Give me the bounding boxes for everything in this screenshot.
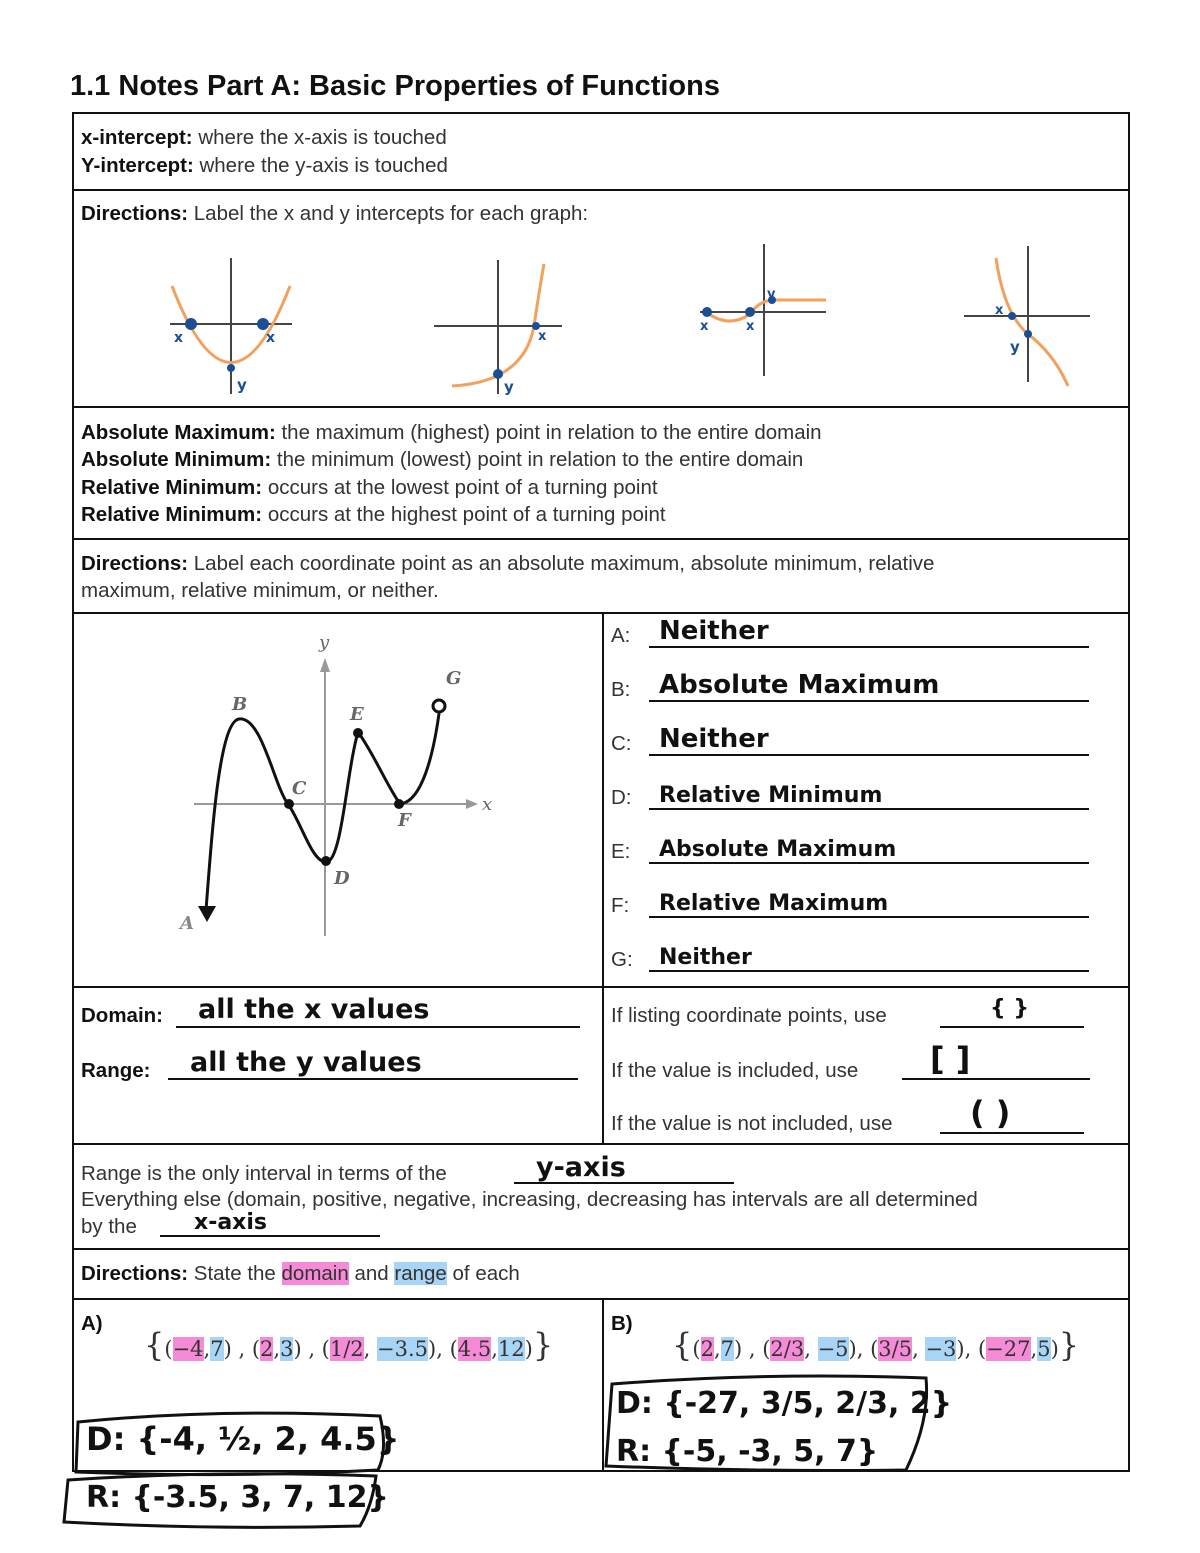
answer-g: G: Neither — [609, 934, 1129, 974]
point-label-c: C — [292, 778, 307, 799]
intercept-graph-3 — [700, 244, 826, 376]
intercept-graphs — [74, 234, 1128, 404]
row-divider — [74, 538, 1128, 540]
domain-answer: all the x values — [198, 994, 430, 1025]
intercept-label-y: y — [1010, 338, 1020, 356]
notation-not-included: If the value is not included, use — [611, 1112, 893, 1135]
answer-b-value: Absolute Maximum — [659, 670, 940, 700]
row-divider — [74, 1143, 1128, 1145]
point-label-a: A — [180, 913, 194, 934]
directions-extrema: Directions: Label each coordinate point as an absolute maximum, absolute minimum, relative — [81, 552, 935, 575]
notation-included-answer: [ ] — [930, 1040, 971, 1078]
notation-not-included-answer: ( ) — [970, 1094, 1011, 1132]
worksheet-table — [72, 112, 1130, 1515]
row-divider — [74, 406, 1128, 408]
intercept-graph-2 — [434, 260, 562, 396]
intercept-graph-4 — [964, 246, 1090, 386]
row-divider — [74, 986, 1128, 988]
range-note-line1: Range is the only interval in terms of the — [81, 1162, 447, 1185]
point-label-f: F — [398, 810, 411, 831]
problem-b-label: B) — [611, 1312, 633, 1335]
intercept-label-x: x — [538, 329, 547, 344]
answer-d-value: Relative Minimum — [659, 783, 883, 808]
answer-a-value: Neither — [659, 616, 769, 646]
def-x-intercept: x-intercept: where the x-axis is touched — [81, 126, 447, 149]
def-absolute-maximum: Absolute Maximum: the maximum (highest) point in relation to the entire domain — [81, 421, 822, 444]
answer-e-value: Absolute Maximum — [659, 837, 897, 862]
intercept-label-x: x — [266, 330, 276, 346]
page-title: 1.1 Notes Part A: Basic Properties of Functions — [70, 70, 720, 102]
function-graph — [74, 614, 600, 984]
problem-a-range-answer: R: {-3.5, 3, 7, 12} — [86, 1480, 389, 1515]
column-divider — [602, 1298, 604, 1472]
answer-c: C: Neither — [609, 718, 1129, 758]
axis-label-y: y — [319, 632, 330, 653]
directions-intercepts: Directions: Label the x and y intercepts for each graph: — [81, 202, 589, 225]
answer-f-value: Relative Maximum — [659, 891, 889, 916]
problem-a-set: {(−4,7) , (2,3) , (1/2, −3.5), (4.5,12)} — [144, 1326, 554, 1364]
row-divider — [74, 1298, 1128, 1300]
intercept-label-x: x — [700, 319, 709, 334]
problem-b-set: {(2,7) , (2/3, −5), (3/5, −3), (−27,5)} — [672, 1326, 1080, 1364]
intercept-label-x: x — [995, 303, 1004, 318]
answer-e: E: Absolute Maximum — [609, 826, 1129, 866]
range-note-line3: by the — [81, 1215, 137, 1238]
notation-listing-line — [940, 1026, 1084, 1028]
intercept-label-y: y — [767, 287, 776, 302]
range-note-answer2: x-axis — [194, 1210, 267, 1235]
range-answer-line — [168, 1078, 578, 1080]
directions-domain-range: Directions: State the domain and range of each — [81, 1262, 520, 1285]
range-note-line2: Everything else (domain, positive, negative, increasing, decreasing has intervals are all determined — [81, 1188, 978, 1211]
answer-a: A: Neither — [609, 610, 1129, 650]
intercept-label-x: x — [174, 330, 184, 346]
problem-a-label: A) — [81, 1312, 103, 1335]
point-label-e: E — [350, 704, 364, 725]
axis-label-x: x — [482, 794, 493, 815]
answer-b: B: Absolute Maximum — [609, 664, 1129, 704]
problem-b-domain-answer: D: {-27, 3/5, 2/3, 2} — [616, 1386, 953, 1421]
row-divider — [74, 1248, 1128, 1250]
point-label-b: B — [232, 694, 248, 715]
answer-c-value: Neither — [659, 724, 769, 754]
range-label: Range: — [81, 1059, 151, 1082]
problem-b-range-answer: R: {-5, -3, 5, 7} — [616, 1434, 879, 1469]
def-relative-maximum: Relative Minimum: occurs at the highest point of a turning point — [81, 503, 666, 526]
directions-extrema-cont: maximum, relative minimum, or neither. — [81, 579, 439, 602]
def-absolute-minimum: Absolute Minimum: the minimum (lowest) point in relation to the entire domain — [81, 448, 804, 471]
intercept-label-x: x — [746, 319, 755, 334]
problem-a-domain-answer: D: {-4, ½, 2, 4.5} — [86, 1420, 400, 1458]
def-y-intercept: Y-intercept: where the y-axis is touched — [81, 154, 448, 177]
notation-not-included-line — [940, 1132, 1084, 1134]
intercept-graph-1 — [170, 258, 292, 394]
point-label-g: G — [446, 668, 462, 689]
notation-included: If the value is included, use — [611, 1059, 859, 1082]
answer-g-value: Neither — [659, 945, 752, 970]
notation-listing-answer: { } — [990, 996, 1029, 1021]
range-note-answer2-line — [160, 1235, 380, 1237]
intercept-label-y: y — [237, 376, 247, 394]
domain-answer-line — [176, 1026, 580, 1028]
range-note-answer1: y-axis — [536, 1152, 626, 1183]
row-divider — [74, 189, 1128, 191]
column-divider — [602, 612, 604, 1143]
answer-d: D: Relative Minimum — [609, 772, 1129, 812]
answer-f: F: Relative Maximum — [609, 880, 1129, 920]
range-answer: all the y values — [190, 1047, 422, 1078]
point-label-d: D — [334, 868, 350, 889]
domain-label: Domain: — [81, 1004, 163, 1027]
notation-listing: If listing coordinate points, use — [611, 1004, 887, 1027]
def-relative-minimum: Relative Minimum: occurs at the lowest point of a turning point — [81, 476, 658, 499]
notation-included-line — [902, 1078, 1090, 1080]
intercept-label-y: y — [504, 378, 514, 396]
